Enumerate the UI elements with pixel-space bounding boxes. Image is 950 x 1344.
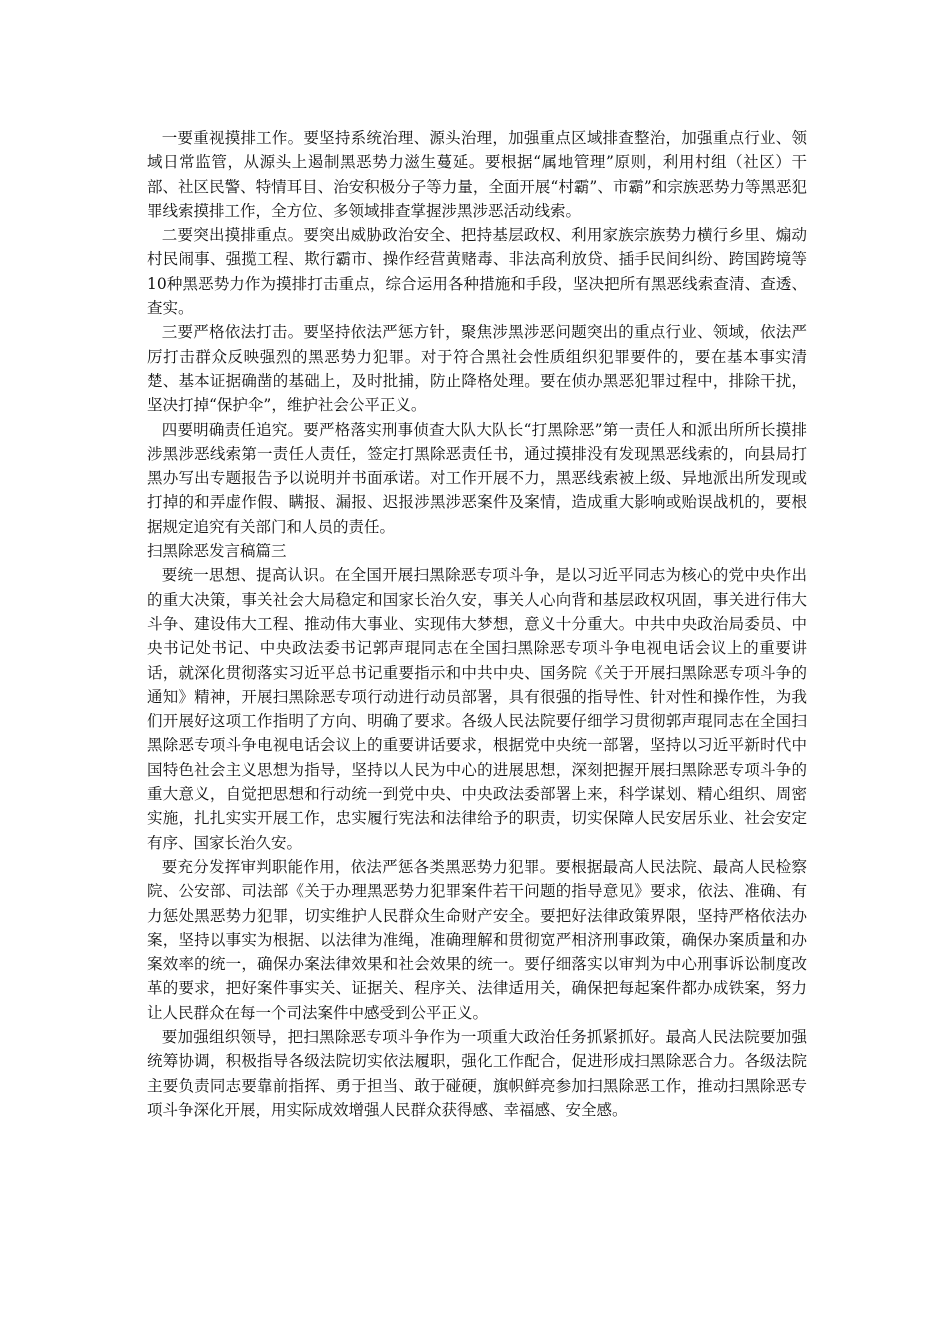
section-paragraph-1: 要统一思想、提高认识。在全国开展扫黑除恶专项斗争，是以习近平同志为核心的党中央作出的重大决策，事关社会大局稳定和国家长治久安，事关人心向背和基层政权巩固，事关进行伟大斗争、建设伟大工程、推动伟大事业、实现伟大梦想，意义十分重大。中共中央政治局委员、中央书记处书记、中央政法委书记郭声琨同志在全国扫黑除恶专项斗争电视电话会议上的重要讲话，就深化贯彻落实习近平总书记重要指示和中共中央、国务院《关于开展扫黑除恶专项斗争的通知》精神，开展扫黑除恶专项行动进行动员部署，具有很强的指导性、针对性和操作性，为我们开展好这项工作指明了方向、明确了要求。各级人民法院要仔细学习贯彻郭声琨同志在全国扫黑除恶专项斗争电视电话会议上的重要讲话要求，根据党中央统一部署，坚持以习近平新时代中国特色社会主义思想为指导，坚持以人民为中心的进展思想，深刻把握开展扫黑除恶专项斗争的重大意义，自觉把思想和行动统一到党中央、中央政法委部署上来，科学谋划、精心组织、周密实施，扎扎实实开展工作，忠实履行宪法和法律给予的职责，切实保障人民安居乐业、社会安定有序、国家长治久安。 (147, 566, 807, 852)
section-paragraph-3: 要加强组织领导，把扫黑除恶专项斗争作为一项重大政治任务抓紧抓好。最高人民法院要加强统筹协调，积极指导各级法院切实依法履职，强化工作配合，促进形成扫黑除恶合力。各级法院主要负责同志要靠前指挥、勇于担当、敢于碰硬，旗帜鲜亮参加扫黑除恶工作，推动扫黑除恶专项斗争深化开展，用实际成效增强人民群众获得感、幸福感、安全感。 (147, 1027, 807, 1119)
paragraph-3: 三要严格依法打击。要坚持依法严惩方针，聚焦涉黑涉恶问题突出的重点行业、领域，依法严厉打击群众反映强烈的黑恶势力犯罪。对于符合黑社会性质组织犯罪要件的，要在基本事实清楚、基本证据确凿的基础上，及时批捕，防止降格处理。要在侦办黑恶犯罪过程中，排除干扰，坚决打掉“保护伞”，维护社会公平正义。 (147, 323, 807, 415)
section-paragraph-2: 要充分发挥审判职能作用，依法严惩各类黑恶势力犯罪。要根据最高人民法院、最高人民检察院、公安部、司法部《关于办理黑恶势力犯罪案件若干问题的指导意见》要求，依法、准确、有力惩处黑恶势力犯罪，切实维护人民群众生命财产安全。要把好法律政策界限，坚持严格依法办案，坚持以事实为根据、以法律为准绳，准确理解和贯彻宽严相济刑事政策，确保办案质量和办案效率的统一，确保办案法律效果和社会效果的统一。要仔细落实以审判为中心刑事诉讼制度改革的要求，把好案件事实关、证据关、程序关、法律适用关，确保把每起案件都办成铁案，努力让人民群众在每一个司法案件中感受到公平正义。 (147, 857, 807, 1022)
paragraph-2: 二要突出摸排重点。要突出威胁政治安全、把持基层政权、利用家族宗族势力横行乡里、煽动村民闹事、强揽工程、欺行霸市、操作经营黄赌毒、非法高利放贷、插手民间纠纷、跨国跨境等10种黑恶势力作为摸排打击重点，综合运用各种措施和手段，坚决把所有黑恶线索查清、查透、查实。 (147, 226, 807, 318)
section-title: 扫黑除恶发言稿篇三 (147, 542, 287, 561)
document-body (147, 126, 807, 1122)
paragraph-4: 四要明确责任追究。要严格落实刑事侦查大队大队长“打黑除恶”第一责任人和派出所所长摸排涉黑涉恶线索第一责任人责任，签定打黑除恶责任书，通过摸排没有发现黑恶线索的，向县局打黑办写出专题报告予以说明并书面承诺。对工作开展不力，黑恶线索被上级、异地派出所发现或打掉的和弄虚作假、瞒报、漏报、迟报涉黑涉恶案件及案情，造成重大影响或贻误战机的，要根据规定追究有关部门和人员的责任。 (147, 420, 807, 536)
paragraph-1: 一要重视摸排工作。要坚持系统治理、源头治理，加强重点区域排查整治，加强重点行业、领域日常监管，从源头上遏制黑恶势力滋生蔓延。要根据“属地管理”原则，利用村组（社区）干部、社区民警、特情耳目、治安积极分子等力量，全面开展“村霸”、市霸”和宗族恶势力等黑恶犯罪线索摸排工作，全方位、多领域排查掌握涉黑涉恶活动线索。 (147, 129, 807, 220)
